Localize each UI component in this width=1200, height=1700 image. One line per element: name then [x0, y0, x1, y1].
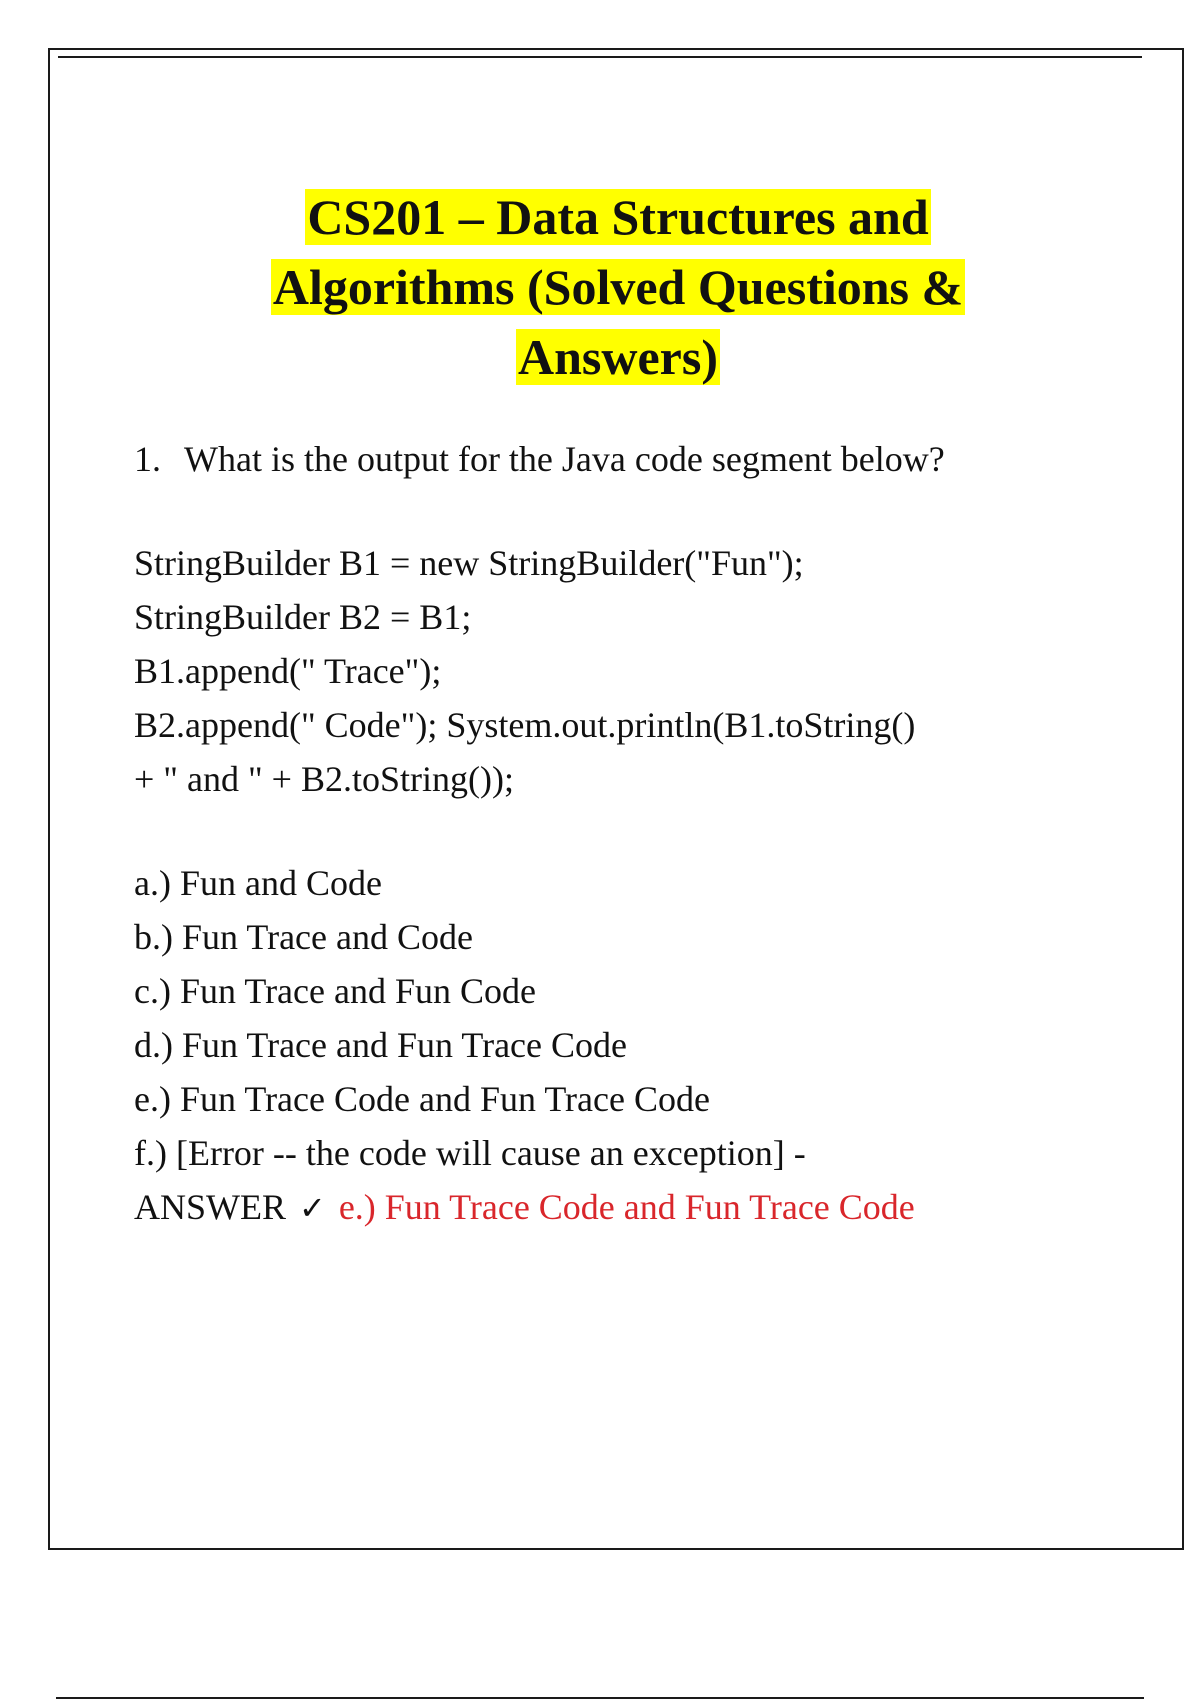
answer-label: ANSWER [134, 1187, 286, 1227]
question-block [134, 432, 1094, 1235]
option-f: f.) [Error -- the code will cause an exception] - [134, 1133, 806, 1173]
top-divider [58, 56, 1142, 58]
answer-text: e.) Fun Trace Code and Fun Trace Code [338, 1187, 915, 1227]
bottom-divider [56, 1697, 1144, 1699]
title-line-3 [50, 322, 1186, 392]
code-line: + " and " + B2.toString()); [134, 759, 514, 799]
option-e: e.) Fun Trace Code and Fun Trace Code [134, 1079, 710, 1119]
check-mark-icon: ✓ [299, 1189, 326, 1227]
title-line-1 [50, 182, 1186, 252]
option-a: a.) Fun and Code [134, 863, 382, 903]
code-line: StringBuilder B2 = B1; [134, 597, 472, 637]
answer-line [134, 1180, 1094, 1235]
question-text: What is the output for the Java code segment below? [184, 439, 945, 479]
question-number: 1. [134, 439, 161, 479]
title-line-2 [50, 252, 1186, 322]
title-highlight: Answers) [518, 328, 718, 385]
title-highlight: CS201 – Data Structures and [307, 188, 929, 245]
code-line: B2.append(" Code"); System.out.println(B1.toString() [134, 705, 916, 745]
answer-options [134, 856, 1094, 1235]
code-line: StringBuilder B1 = new StringBuilder("Fun"); [134, 543, 804, 583]
option-b: b.) Fun Trace and Code [134, 917, 473, 957]
code-segment [134, 536, 1094, 806]
document-title [50, 182, 1186, 392]
question-prompt [134, 432, 1094, 486]
code-line: B1.append(" Trace"); [134, 651, 442, 691]
option-d: d.) Fun Trace and Fun Trace Code [134, 1025, 627, 1065]
title-highlight: Algorithms (Solved Questions & [272, 258, 964, 315]
option-c: c.) Fun Trace and Fun Code [134, 971, 536, 1011]
